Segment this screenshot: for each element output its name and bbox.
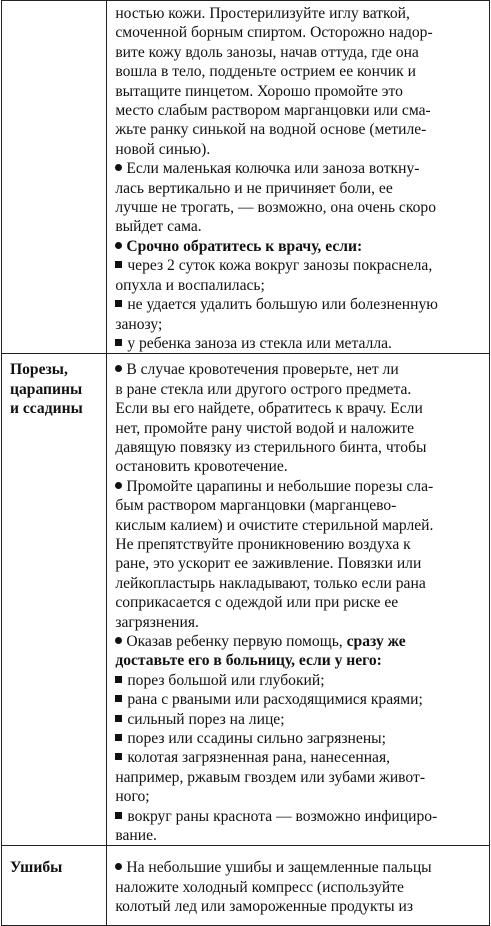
- text-line: лучше не трогать, — возможно, она очень скоро: [115, 199, 437, 217]
- text-line: жьте ранку синькой на водной основе (метиле-: [115, 121, 427, 139]
- table-row-bruises: [2, 846, 490, 926]
- text-line: выйдет сама.: [115, 218, 202, 236]
- list-item: [115, 334, 483, 353]
- row-label-cell: [2, 354, 107, 846]
- row-content-cell: [107, 846, 490, 926]
- cuts-text: [107, 354, 489, 845]
- text-line: Если вы его найдете, обратитесь к врачу. Если: [115, 400, 423, 418]
- text-line: загрязнения.: [115, 613, 199, 631]
- text-line: вытащите пинцетом. Хорошо промойте это: [115, 82, 403, 100]
- text-line: место слабым раствором марганцовки или сма-: [115, 102, 431, 120]
- list-item: [115, 748, 483, 767]
- text-line: вокруг раны краснота — возможно инфициро-: [127, 807, 438, 825]
- text-line: порез большой или глубокий;: [127, 671, 325, 689]
- bullet-dot-icon: [115, 365, 122, 372]
- text-line: бым раствором марганцовки (марганцево-: [115, 497, 397, 515]
- text-line: через 2 суток кожа вокруг занозы покраснела,: [127, 257, 433, 275]
- urgent-heading: [115, 237, 483, 256]
- text-line: ного;: [115, 788, 150, 806]
- table-row-splinter: [2, 1, 490, 354]
- bullet-dot-icon: [115, 482, 122, 489]
- label-line: Порезы,: [10, 361, 68, 379]
- text-line: рана с рваными или расходящимися краями;: [127, 691, 423, 709]
- text-line: не удается удалить большую или болезненную: [127, 296, 438, 314]
- text-line: лейкопластырь накладывают, только если рана: [115, 574, 426, 592]
- text-line: Не препятствуйте проникновению воздуха к: [115, 535, 411, 553]
- text-line: колотый лед или замороженные продукты из: [115, 898, 414, 916]
- text-line: смоченной борным спиртом. Осторожно надор-: [115, 24, 433, 42]
- text-line: вание.: [115, 827, 157, 845]
- text-line: у ребенка заноза из стекла или металла.: [127, 334, 392, 352]
- list-item: [115, 671, 483, 690]
- row-label-cell: [2, 1, 107, 354]
- text-line: Промойте царапины и небольшие порезы сла-: [126, 477, 434, 495]
- text-line: На небольшие ушибы и защемленные пальцы: [126, 859, 432, 877]
- text-line: давящую повязку из стерильного бинта, чтобы: [115, 438, 427, 456]
- list-item: [115, 807, 483, 826]
- row-label-cuts: [2, 354, 106, 418]
- emphasis-text: сразу же: [346, 633, 406, 650]
- list-item: [115, 710, 483, 729]
- bullet-square-icon: [115, 676, 122, 683]
- bullet-dot-icon: [115, 164, 122, 171]
- row-label-cell: [2, 846, 107, 926]
- list-item: [115, 690, 483, 709]
- text-line: В случае кровотечения проверьте, нет ли: [126, 361, 399, 379]
- text-line: сильный порез на лице;: [127, 710, 285, 728]
- row-content-cell: [107, 1, 490, 354]
- bullet-dot-icon: [115, 242, 122, 249]
- text-line: наложите холодный компресс (используйте: [115, 878, 404, 896]
- bullet-square-icon: [115, 715, 122, 722]
- text-line: ностью кожи. Простерилизуйте иглу ваткой,: [115, 5, 410, 22]
- text-line: порез или ссадины сильно загрязнены;: [127, 730, 386, 748]
- text-line: Срочно обратитесь к врачу, если:: [126, 237, 363, 255]
- emphasis-line: доставьте его в больницу, если у него:: [115, 652, 382, 670]
- paragraph-first-line: [115, 159, 483, 178]
- table-row-cuts: [2, 354, 490, 846]
- label-line: и ссадины: [10, 400, 83, 418]
- label-line: царапины: [10, 380, 83, 398]
- text-line: вошла в тело, подденьте острием ее кончик и: [115, 63, 416, 81]
- text-line: новой синью).: [115, 140, 211, 158]
- label-line: Ушибы: [10, 859, 63, 877]
- text-line: опухла и воспалилась;: [115, 276, 265, 294]
- text-line: занозу;: [115, 315, 163, 333]
- text-line: кислым калием) и очистите стерильной марлей.: [115, 516, 434, 534]
- row-content-cell: [107, 354, 490, 846]
- text-line: нет, промойте рану чистой водой и наложите: [115, 419, 415, 437]
- text-line: в ране стекла или другого острого предмета.: [115, 380, 412, 398]
- bullet-square-icon: [115, 812, 122, 819]
- bullet-square-icon: [115, 734, 122, 741]
- text-line: Оказав ребенку первую помощь,: [126, 633, 343, 650]
- row-label-bruises: [2, 846, 106, 877]
- bullet-square-icon: [115, 300, 122, 307]
- bullet-square-icon: [115, 695, 122, 702]
- splinter-text: [107, 1, 489, 353]
- paragraph-first-line: [115, 858, 483, 877]
- bullet-dot-icon: [115, 637, 122, 644]
- bullet-dot-icon: [115, 863, 122, 870]
- text-line: вите кожу вдоль занозы, начав оттуда, где она: [115, 43, 419, 61]
- paragraph-first-line: [115, 477, 483, 496]
- text-line: ране, это ускорит ее заживление. Повязки или: [115, 555, 422, 573]
- paragraph-first-line: [115, 360, 483, 379]
- text-line: колотая загрязненная рана, нанесенная,: [127, 749, 391, 767]
- paragraph-first-line: [115, 632, 483, 651]
- first-aid-table: [1, 0, 490, 926]
- text-line: соприкасается с одеждой или при риске ее: [115, 594, 399, 612]
- bullet-square-icon: [115, 339, 122, 346]
- list-item: [115, 295, 483, 314]
- bullet-square-icon: [115, 261, 122, 268]
- bullet-square-icon: [115, 753, 122, 760]
- list-item: [115, 256, 483, 275]
- text-line: остановить кровотечение.: [115, 458, 288, 476]
- text-line: лась вертикально и не причиняет боли, ее: [115, 179, 393, 197]
- text-line: например, ржавым гвоздем или зубами живот-: [115, 768, 426, 786]
- list-item: [115, 729, 483, 748]
- bruises-text: [107, 846, 489, 916]
- text-line: Если маленькая колючка или заноза воткну-: [126, 160, 420, 178]
